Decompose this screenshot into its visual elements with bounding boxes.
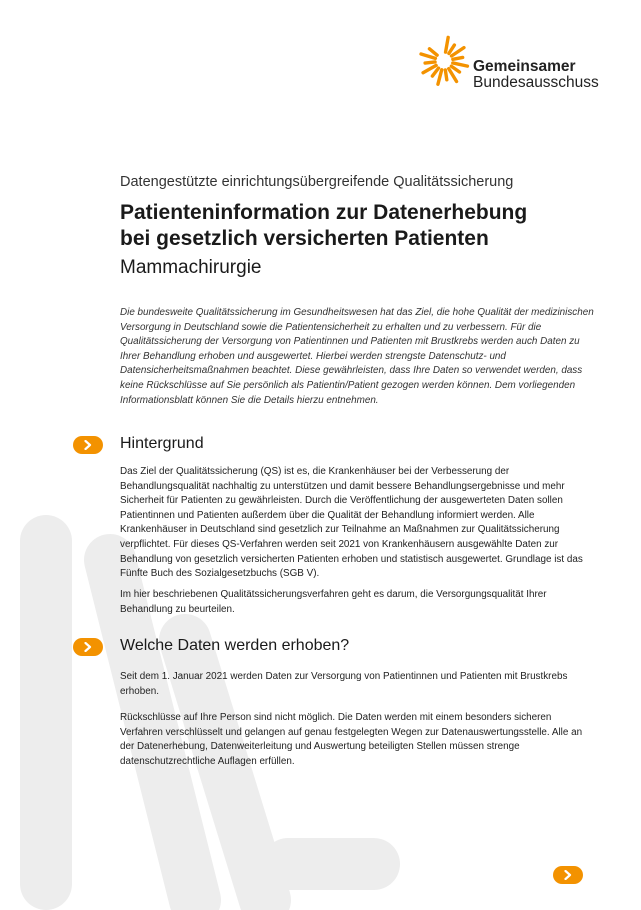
- logo-ray: [438, 70, 442, 85]
- section-paragraph: Im hier beschriebenen Qualitätssicherungsverfahren geht es darum, die Versorgungsqualität Ihrer Behandlung zu beurteilen.: [120, 589, 547, 615]
- section-paragraph: Rückschlüsse auf Ihre Person sind nicht möglich. Die Daten werden mit einem besonders sicheren Verfahren verschlüsselt und gelangen auf genau festgelegten Wegen zur Datenauswertungsstelle. Alle an der Datenerhebung, Datenweiterleitung und Auswertung beteiligten Stellen müssen strenge datenschutzrechtliche Auflagen erfüllen.: [120, 712, 583, 767]
- section-chevron-icon: [73, 436, 103, 454]
- gba-logo: [416, 28, 606, 92]
- logo-ray: [445, 70, 446, 80]
- logo-ray: [446, 37, 449, 52]
- document-title: [120, 200, 600, 252]
- document-subtitle: Mammachirurgie: [120, 257, 262, 278]
- logo-ray: [421, 54, 435, 58]
- section-heading-hintergrund: Hintergrund: [120, 435, 204, 452]
- title-line-2: bei gesetzlich versicherten Patienten: [120, 227, 489, 250]
- logo-ray: [449, 45, 454, 53]
- logo-line-2: Bundesausschuss: [473, 74, 599, 91]
- logo-line-1: Gemeinsamer: [473, 58, 576, 75]
- logo-ray: [453, 63, 468, 66]
- logo-ray: [432, 68, 438, 76]
- logo-ray: [453, 57, 463, 59]
- intro-paragraph: Die bundesweite Qualitätssicherung im Gesundheitswesen hat das Ziel, die hohe Qualität der medizinischen Versorgung in Deutschland sowie die Patientensicherheit zu erhalten und zu verbessern. Für die Qualitätssicherung der Versorgung von Patientinnen und Patienten mit Brustkrebs werden auch Daten zu Ihrer Behandlung erhoben und ausgewertet. Hierbei werden strengste Datenschutz- und Datensicherheitsmaßnahmen beachtet. Diese gewährleisten, dass Ihre Daten so verwendet werden, dass keine Rückschlüsse auf Sie persönlich als Patientin/Patient gezogen werden können. Dem vorliegenden Informationsblatt können Sie die Details hierzu entnehmen.: [120, 307, 594, 406]
- document-supertitle: Datengestützte einrichtungsübergreifende Qualitätssicherung: [120, 174, 514, 190]
- sunburst-logo-icon: [416, 28, 472, 90]
- section-chevron-icon: [73, 638, 103, 656]
- section-paragraph: Das Ziel der Qualitätssicherung (QS) ist es, die Krankenhäuser bei der Verbesserung der Behandlungsqualität nachhaltig zu unterstützen und damit bessere Behandlungsergebnisse und mehr Sicherheit für Patienten zu gewährleisten. Durch die Veröffentlichung der ausgewerteten Daten sollen Patientinnen und Patienten außerdem über die Qualität der Behandlung informiert werden. Alle Krankenhäuser in Deutschland sind gesetzlich zur Teilnahme an Maßnahmen zur Qualitätssicherung verpflichtet. Für dieses QS-Verfahren werden seit 2021 von Krankenhäusern ausgewählte Daten zur Behandlung von gesetzlich versicherten Patienten erhoben und statistisch ausgewertet. Grundlage ist das Fünfte Buch des Sozialgesetzbuchs (SGB V).: [120, 466, 583, 580]
- section-heading-daten: Welche Daten werden erhoben?: [120, 637, 350, 654]
- logo-ray: [429, 49, 437, 55]
- next-page-chevron-icon[interactable]: [553, 866, 583, 884]
- logo-ray: [425, 62, 435, 63]
- logo-ray: [451, 66, 459, 72]
- title-line-1: Patienteninformation zur Datenerhebung: [120, 201, 528, 224]
- section-paragraph: Seit dem 1. Januar 2021 werden Daten zur Versorgung von Patientinnen und Patienten mit Brustkrebs erhoben.: [120, 671, 568, 697]
